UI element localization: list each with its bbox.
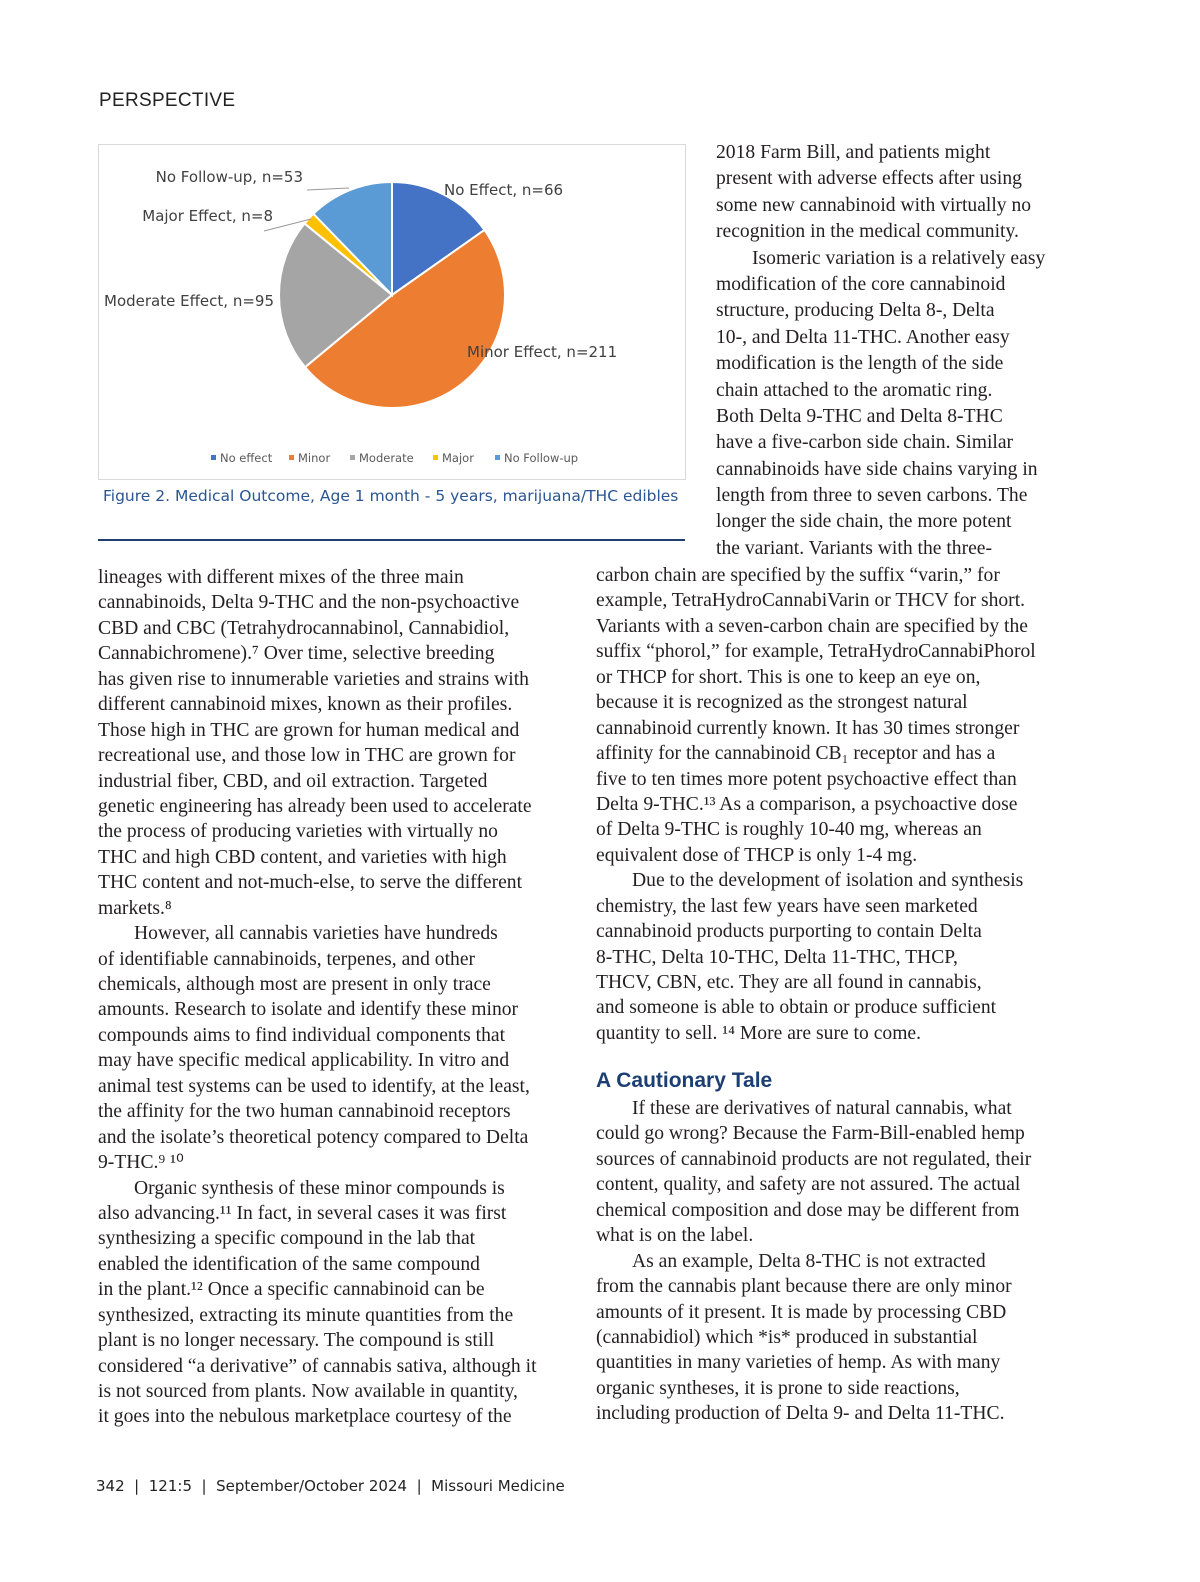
text-line: THC and high CBD content, and varieties with high <box>98 846 507 868</box>
text-line: content, quality, and safety are not assured. The actual <box>596 1174 1021 1196</box>
text-line: sources of cannabinoid products are not regulated, their <box>596 1148 1032 1170</box>
text-line: Organic synthesis of these minor compounds is <box>134 1177 505 1199</box>
legend-label: Major <box>442 451 474 465</box>
text-line: Due to the development of isolation and synthesis <box>632 870 1024 892</box>
text-line: the variant. Variants with the three- <box>716 537 993 559</box>
text-line: also advancing.¹¹ In fact, in several cases it was first <box>98 1202 507 1224</box>
right-column-top <box>716 140 1045 562</box>
text-line: because it is recognized as the strongest natural <box>596 692 968 714</box>
text-line: recognition in the medical community. <box>716 221 1019 243</box>
text-line: recreational use, and those low in THC are grown for <box>98 745 516 767</box>
text-line: Delta 9-THC.¹³ As a comparison, a psychoactive dose <box>596 793 1018 815</box>
text-line: what is on the label. <box>596 1225 754 1247</box>
right-column-after-heading <box>596 1096 1031 1427</box>
paragraph <box>596 1096 1031 1249</box>
paragraph <box>716 246 1045 563</box>
text-line: chemical composition and dose may be different from <box>596 1199 1020 1221</box>
section-label: PERSPECTIVE <box>99 90 236 111</box>
text-line: compounds aims to find individual components that <box>98 1024 506 1046</box>
text-line: organic syntheses, it is prone to side reactions, <box>596 1377 960 1399</box>
text-line: quantity to sell. ¹⁴ More are sure to come. <box>596 1022 922 1044</box>
text-line: suffix “phorol,” for example, TetraHydroCannabiPhorol <box>596 641 1036 663</box>
text-line: considered “a derivative” of cannabis sativa, although it <box>98 1355 537 1377</box>
legend-swatch <box>495 455 500 460</box>
paragraph <box>596 868 1036 1046</box>
text-line: plant is no longer necessary. The compound is still <box>98 1330 495 1352</box>
paragraph <box>98 921 537 1175</box>
text-line: structure, producing Delta 8-, Delta <box>716 300 995 322</box>
text-line: of Delta 9-THC is roughly 10-40 mg, whereas an <box>596 819 982 841</box>
text-line: chemistry, the last few years have seen marketed <box>596 895 978 917</box>
text-line: markets.⁸ <box>98 897 172 919</box>
text-line: lineages with different mixes of the three main <box>98 567 464 588</box>
text-line: may have specific medical applicability. In vitro and <box>98 1050 510 1072</box>
text-line: could go wrong? Because the Farm-Bill-enabled hemp <box>596 1123 1025 1145</box>
legend-label: Minor <box>298 451 331 465</box>
text-line: Isomeric variation is a relatively easy <box>752 247 1046 269</box>
text-line: length from three to seven carbons. The <box>716 485 1028 507</box>
text-line: cannabinoid currently known. It has 30 times stronger <box>596 717 1020 739</box>
legend-swatch <box>350 455 355 460</box>
text-line: the affinity for the two human cannabinoid receptors <box>98 1101 511 1123</box>
text-line: chain attached to the aromatic ring. <box>716 379 993 401</box>
text-line: five to ten times more potent psychoactive effect than <box>596 768 1017 790</box>
text-line: cannabinoid products purporting to contain Delta <box>596 921 982 943</box>
text-line: some new cannabinoid with virtually no <box>716 194 1032 216</box>
text-line: from the cannabis plant because there are only minor <box>596 1276 1012 1298</box>
leader-line <box>307 188 349 190</box>
paragraph <box>596 563 1036 868</box>
text-line: longer the side chain, the more potent <box>716 511 1012 533</box>
slice-label: No Follow-up, n=53 <box>155 168 303 186</box>
text-line: If these are derivatives of natural cannabis, what <box>632 1098 1012 1119</box>
legend-swatch <box>289 455 294 460</box>
slice-label: Minor Effect, n=211 <box>467 343 618 361</box>
paragraph <box>98 565 537 921</box>
figure-caption: Figure 2. Medical Outcome, Age 1 month - 5 years, marijuana/THC edibles <box>103 487 679 505</box>
text-line: synthesized, extracting its minute quantities from the <box>98 1304 514 1326</box>
pie-chart <box>99 145 685 479</box>
paragraph <box>596 1249 1031 1427</box>
text-line: equivalent dose of THCP is only 1-4 mg. <box>596 844 918 866</box>
section-heading: A Cautionary Tale <box>596 1069 773 1092</box>
text-line: present with adverse effects after using <box>716 168 1022 190</box>
legend-label: No Follow-up <box>504 451 579 465</box>
left-column <box>98 565 537 1430</box>
text-line: example, TetraHydroCannabiVarin or THCV for short. <box>596 590 1026 612</box>
text-line: Cannabichromene).⁷ Over time, selective breeding <box>98 643 495 665</box>
text-line: cannabinoids, Delta 9-THC and the non-psychoactive <box>98 592 520 614</box>
caption-divider <box>98 539 685 541</box>
text-line: Both Delta 9-THC and Delta 8-THC <box>716 405 1003 427</box>
text-line: THC content and not-much-else, to serve the different <box>98 872 523 894</box>
text-line: As an example, Delta 8-THC is not extracted <box>632 1250 986 1272</box>
text-line: However, all cannabis varieties have hundreds <box>134 923 498 945</box>
paragraph <box>98 1176 537 1430</box>
text-line: cannabinoids have side chains varying in <box>716 458 1038 480</box>
text-line: animal test systems can be used to identify, at the least, <box>98 1075 530 1097</box>
text-line: quantities in many varieties of hemp. As with many <box>596 1352 1001 1374</box>
legend-swatch <box>433 455 438 460</box>
slice-label: Moderate Effect, n=95 <box>104 292 274 310</box>
text-line: in the plant.¹² Once a specific cannabinoid can be <box>98 1279 485 1301</box>
text-line: Those high in THC are grown for human medical and <box>98 719 520 741</box>
text-line: including production of Delta 9- and Delta 11-THC. <box>596 1403 1005 1425</box>
figure-chart <box>98 144 686 480</box>
slice-label: No Effect, n=66 <box>444 181 564 199</box>
text-line: has given rise to innumerable varieties and strains with <box>98 668 529 690</box>
text-line: and someone is able to obtain or produce sufficient <box>596 997 997 1019</box>
legend-swatch <box>211 455 216 460</box>
text-line: it goes into the nebulous marketplace courtesy of the <box>98 1406 512 1428</box>
text-line: or THCP for short. This is one to keep an eye on, <box>596 666 981 688</box>
text-line: is not sourced from plants. Now available in quantity, <box>98 1381 518 1402</box>
text-line: affinity for the cannabinoid CB₁ receptor and has a <box>596 743 996 765</box>
text-line: enabled the identification of the same compound <box>98 1253 480 1275</box>
text-line: have a five-carbon side chain. Similar <box>716 432 1014 454</box>
text-line: amounts. Research to isolate and identify these minor <box>98 999 519 1021</box>
paragraph <box>716 140 1045 246</box>
legend-label: No effect <box>220 451 273 465</box>
text-line: industrial fiber, CBD, and oil extraction. Targeted <box>98 770 488 792</box>
text-line: modification of the core cannabinoid <box>716 273 1006 295</box>
text-line: THCV, CBN, etc. They are all found in cannabis, <box>596 972 982 993</box>
text-line: modification is the length of the side <box>716 353 1004 375</box>
right-column-bottom <box>596 563 1036 1046</box>
text-line: and the isolate’s theoretical potency compared to Delta <box>98 1126 529 1148</box>
text-line: the process of producing varieties with virtually no <box>98 821 498 843</box>
text-line: different cannabinoid mixes, known as their profiles. <box>98 694 513 716</box>
text-line: synthesizing a specific compound in the lab that <box>98 1228 476 1250</box>
text-line: of identifiable cannabinoids, terpenes, and other <box>98 948 476 970</box>
text-line: Variants with a seven-carbon chain are specified by the <box>596 615 1028 637</box>
text-line: CBD and CBC (Tetrahydrocannabinol, Cannabidiol, <box>98 617 510 639</box>
text-line: 10-, and Delta 11-THC. Another easy <box>716 326 1010 348</box>
text-line: (cannabidiol) which *is* produced in substantial <box>596 1326 978 1348</box>
text-line: chemicals, although most are present in only trace <box>98 974 491 995</box>
text-line: 8-THC, Delta 10-THC, Delta 11-THC, THCP, <box>596 946 958 968</box>
page-footer: 342 | 121:5 | September/October 2024 | Missouri Medicine <box>96 1477 565 1495</box>
slice-label: Major Effect, n=8 <box>142 207 273 225</box>
text-line: amounts of it present. It is made by processing CBD <box>596 1301 1007 1323</box>
text-line: 9-THC.⁹ ¹⁰ <box>98 1152 184 1174</box>
text-line: carbon chain are specified by the suffix “varin,” for <box>596 565 1000 586</box>
text-line: 2018 Farm Bill, and patients might <box>716 142 991 163</box>
legend-label: Moderate <box>359 451 414 465</box>
text-line: genetic engineering has already been used to accelerate <box>98 795 532 817</box>
